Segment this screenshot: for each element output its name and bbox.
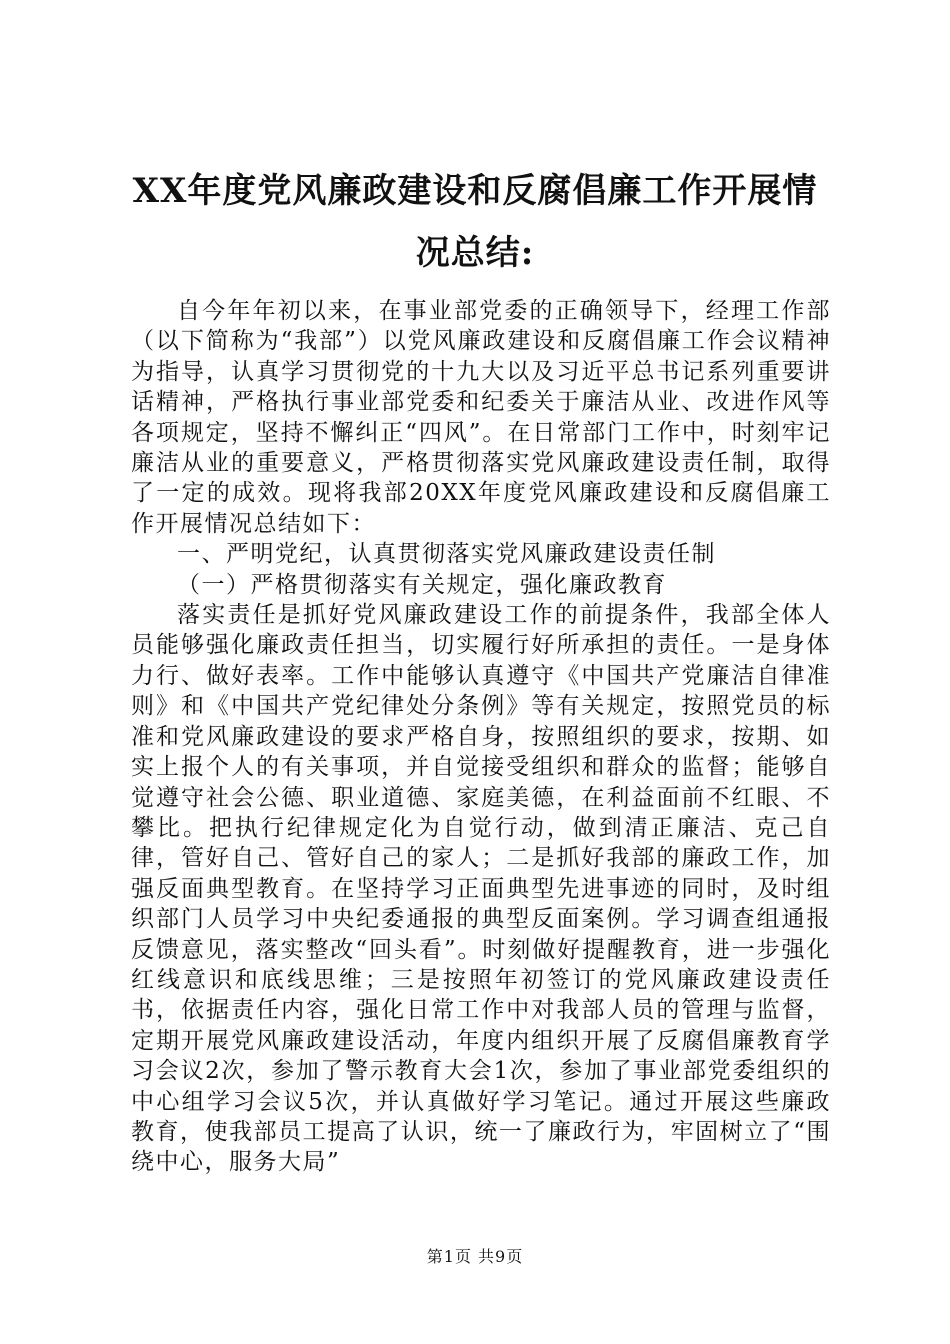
document-title: XX年度党风廉政建设和反腐倡廉工作开展情况总结: <box>132 171 818 273</box>
paragraph-responsibility: 落实责任是抓好党风廉政建设工作的前提条件，我部全体人员能够强化廉政责任担当，切实履行好所承担的责任。一是身体力行、做好表率。工作中能够认真遵守《中国共产党廉洁自律准则》和《中国共产党纪律处分条例》等有关规定，按照党员的标准和党风廉政建设的要求严格自身，按照组织的要求，按期、如实上报个人的有关事项，并自觉接受组织和群众的监督；能够自觉遵守社会公德、职业道德、家庭美德，在利益面前不红眼、不攀比。把执行纪律规定化为自觉行动，做到清正廉洁、克己自律，管好自己、管好自己的家人；二是抓好我部的廉政工作，加强反面典型教育。在坚持学习正面典型先进事迹的同时，及时组织部门人员学习中央纪委通报的典型反面案例。学习调查组通报反馈意见，落实整改“回头看”。时刻做好提醒教育，进一步强化红线意识和底线思维；三是按照年初签订的党风廉政建设责任书，依据责任内容，强化日常工作中对我部人员的管理与监督，定期开展党风廉政建设活动，年度内组织开展了反腐倡廉教育学习会议2次，参加了警示教育大会1次，参加了事业部党委组织的中心组学习会议5次，并认真做好学习笔记。通过开展这些廉政教育，使我部员工提高了认识，统一了廉政行为，牢固树立了“围绕中心，服务大局” <box>131 602 831 1176</box>
document-body <box>131 296 831 1178</box>
subsection-heading-1: （一）严格贯彻落实有关规定，强化廉政教育 <box>177 571 667 598</box>
paragraph-intro: 自今年年初以来，在事业部党委的正确领导下，经理工作部（以下简称为“我部”）以党风廉政建设和反腐倡廉工作会议精神为指导，认真学习贯彻党的十九大以及习近平总书记系列重要讲话精神，严格执行事业部党委和纪委关于廉洁从业、改进作风等各项规定，坚持不懈纠正“四风”。在日常部门工作中，时刻牢记廉洁从业的重要意义，严格贯彻落实党风廉政建设责任制，取得了一定的成效。现将我部20XX年度党风廉政建设和反腐倡廉工作开展情况总结如下： <box>131 298 831 537</box>
page-footer: 第1页 共9页 <box>426 1247 524 1266</box>
section-heading-1: 一、严明党纪，认真贯彻落实党风廉政建设责任制 <box>177 541 716 568</box>
